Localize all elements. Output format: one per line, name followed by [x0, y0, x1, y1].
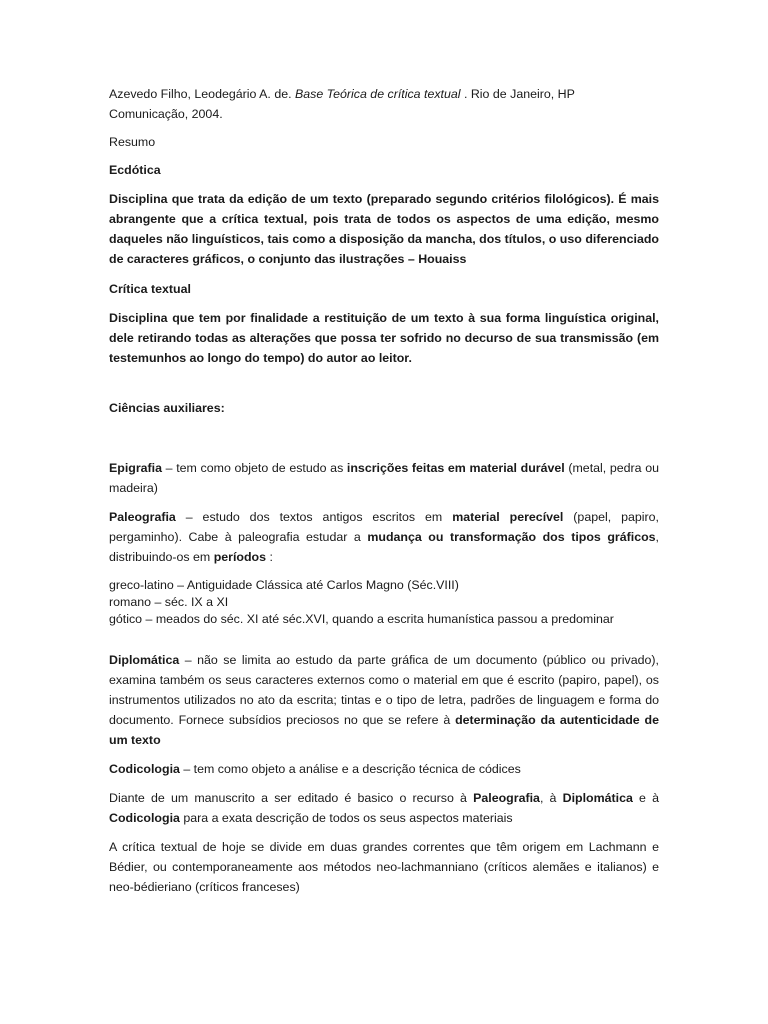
periodo-item: gótico – meados do séc. XI até séc.XVI, quando a escrita humanística passou a predominar — [109, 612, 614, 626]
ref-publisher: . Rio de Janeiro, HP — [460, 87, 575, 101]
paleografia-term: Paleografia — [109, 510, 176, 524]
periodo-item: greco-latino – Antiguidade Clássica até Carlos Magno (Séc.VIII) — [109, 578, 459, 592]
ecdotica-heading: Ecdótica — [109, 163, 161, 177]
document-page — [109, 84, 659, 897]
critica-body: Disciplina que tem por finalidade a restituição de um texto à sua forma linguística original, dele retirando todas as alterações que possa ter sofrido no decurso de sua transmissão (em testemunhos ao longo do tempo) do autor ao leitor. — [109, 311, 659, 365]
paleografia-paragraph: Paleografia – estudo dos textos antigos escritos em material perecível (papel, papiro, pergaminho). Cabe à paleografia estudar a mudança ou transformação dos tipos gráficos, distribuindo-os em períodos : — [109, 510, 659, 564]
periodo-item: romano – séc. IX a XI — [109, 595, 229, 609]
final-paragraph: A crítica textual de hoje se divide em duas grandes correntes que têm origem em Lachmann e Bédier, ou contemporaneamente aos métodos neo-lachmanniano (críticos alemães e italianos) e neo-bédieriano (críticos franceses) — [109, 840, 659, 894]
ecdotica-body: Disciplina que trata da edição de um texto (preparado segundo critérios filológicos). É mais abrangente que a crítica textual, pois trata de todos os aspectos de uma edição, mesmo daqueles não linguísticos, tais como a disposição da mancha, dos títulos, o uso diferenciado de caracteres gráficos, o conjunto das ilustrações – Houaiss — [109, 192, 659, 266]
diplomatica-term: Diplomática — [109, 653, 180, 667]
periodos-list — [109, 577, 659, 628]
bibliographic-reference — [109, 84, 659, 124]
diante-paragraph: Diante de um manuscrito a ser editado é basico o recurso à Paleografia, à Diplomática e à Codicologia para a exata descrição de todos os seus aspectos materiais — [109, 791, 660, 825]
resumo-heading: Resumo — [109, 135, 156, 149]
ref-year: Comunicação, 2004. — [109, 107, 223, 121]
codicologia-term: Codicologia — [109, 762, 180, 776]
ref-title: Base Teórica de crítica textual — [295, 87, 461, 101]
epigrafia-term: Epigrafia — [109, 461, 163, 475]
auxiliares-heading: Ciências auxiliares: — [109, 401, 225, 415]
ref-author: Azevedo Filho, Leodegário A. de. — [109, 87, 295, 101]
critica-heading: Crítica textual — [109, 282, 191, 296]
diplomatica-paragraph: Diplomática – não se limita ao estudo da parte gráfica de um documento (público ou privado), examina também os seus caracteres externos como o material em que é escrito (papiro, papel), os instrumentos utilizados no ato da escrita; tintas e o tipo de letra, padrões de linguagem e forma do documento. Fornece subsídios preciosos no que se refere à determinação da autenticidade de um texto — [109, 653, 659, 747]
epigrafia-paragraph: Epigrafia – tem como objeto de estudo as inscrições feitas em material durável (metal, pedra ou madeira) — [109, 461, 659, 495]
codicologia-paragraph: Codicologia – tem como objeto a análise e a descrição técnica de códices — [109, 762, 521, 776]
